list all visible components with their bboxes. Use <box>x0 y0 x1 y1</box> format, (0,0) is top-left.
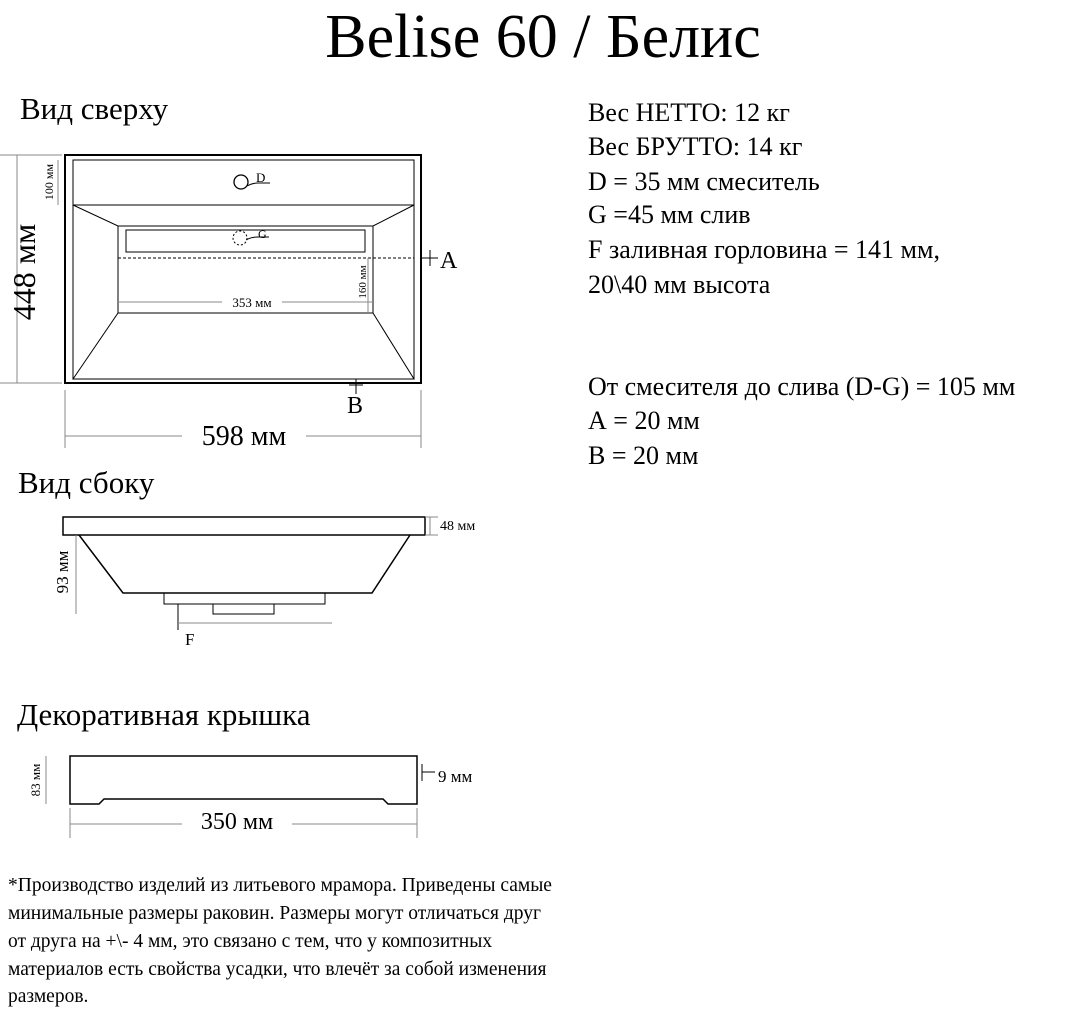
side-drain-outlet <box>213 604 274 614</box>
dim-label-100: 100 мм <box>42 163 56 201</box>
dim-label-160: 160 мм <box>357 265 369 299</box>
section-title-side-view: Вид сбоку <box>18 465 155 500</box>
footnote-line-3: от друга на +\- 4 мм, это связано с тем, что у композитных <box>8 931 493 952</box>
spec-mixer-d: D = 35 мм смеситель <box>588 167 820 196</box>
spec-filler-f-1: F заливная горловина = 141 мм, <box>588 235 940 264</box>
spec-gross-weight: Вес БРУТТО: 14 кг <box>588 132 803 161</box>
label-a: A <box>440 248 458 274</box>
dim-label-93: 93 мм <box>53 550 72 594</box>
dim-label-350: 350 мм <box>200 809 274 835</box>
dim-label-9: 9 мм <box>438 767 473 786</box>
dim-label-448: 448 мм <box>6 223 42 321</box>
mixer-hole-d <box>234 175 248 189</box>
dim-label-83: 83 мм <box>28 763 43 797</box>
drain-hole-g <box>233 231 247 245</box>
label-f: F <box>185 630 195 649</box>
section-title-cover: Декоративная крышка <box>17 697 311 732</box>
side-bowl <box>79 535 410 593</box>
side-view-drawing <box>63 517 438 630</box>
label-b: B <box>347 393 364 419</box>
footnote-line-5: размеров. <box>8 986 89 1007</box>
section-title-top-view: Вид сверху <box>20 91 169 126</box>
spec-filler-f-2: 20\40 мм высота <box>588 270 771 299</box>
spec-b: В = 20 мм <box>588 441 699 470</box>
dim-label-48: 48 мм <box>440 519 476 534</box>
spec-net-weight: Вес НЕТТО: 12 кг <box>588 98 790 127</box>
side-rim <box>63 517 425 535</box>
top-view-drawing <box>0 155 438 448</box>
cover-outline <box>70 756 417 804</box>
dim-label-353: 353 мм <box>232 295 272 310</box>
footnote-line-4: материалов есть свойства усадки, что влечёт за собой изменения <box>8 959 547 980</box>
overflow-slot <box>126 230 365 252</box>
side-drain-body <box>164 593 325 604</box>
page-title: Belise 60 / Белис <box>325 3 761 71</box>
spec-a: А = 20 мм <box>588 406 700 435</box>
label-d: D <box>256 170 266 185</box>
spec-mixer-to-drain: От смесителя до слива (D-G) = 105 мм <box>588 372 1016 401</box>
bowl-bottom-edge <box>73 313 414 379</box>
footnote-line-2: минимальные размеры раковин. Размеры могут отличаться друг <box>8 903 542 924</box>
dim-label-598: 598 мм <box>201 421 287 452</box>
spec-drain-g: G =45 мм слив <box>588 200 751 229</box>
label-g: G <box>258 227 267 241</box>
footnote-line-1: *Производство изделий из литьевого мрамора. Приведены самые <box>8 875 552 896</box>
bowl-top-edge <box>73 205 414 226</box>
